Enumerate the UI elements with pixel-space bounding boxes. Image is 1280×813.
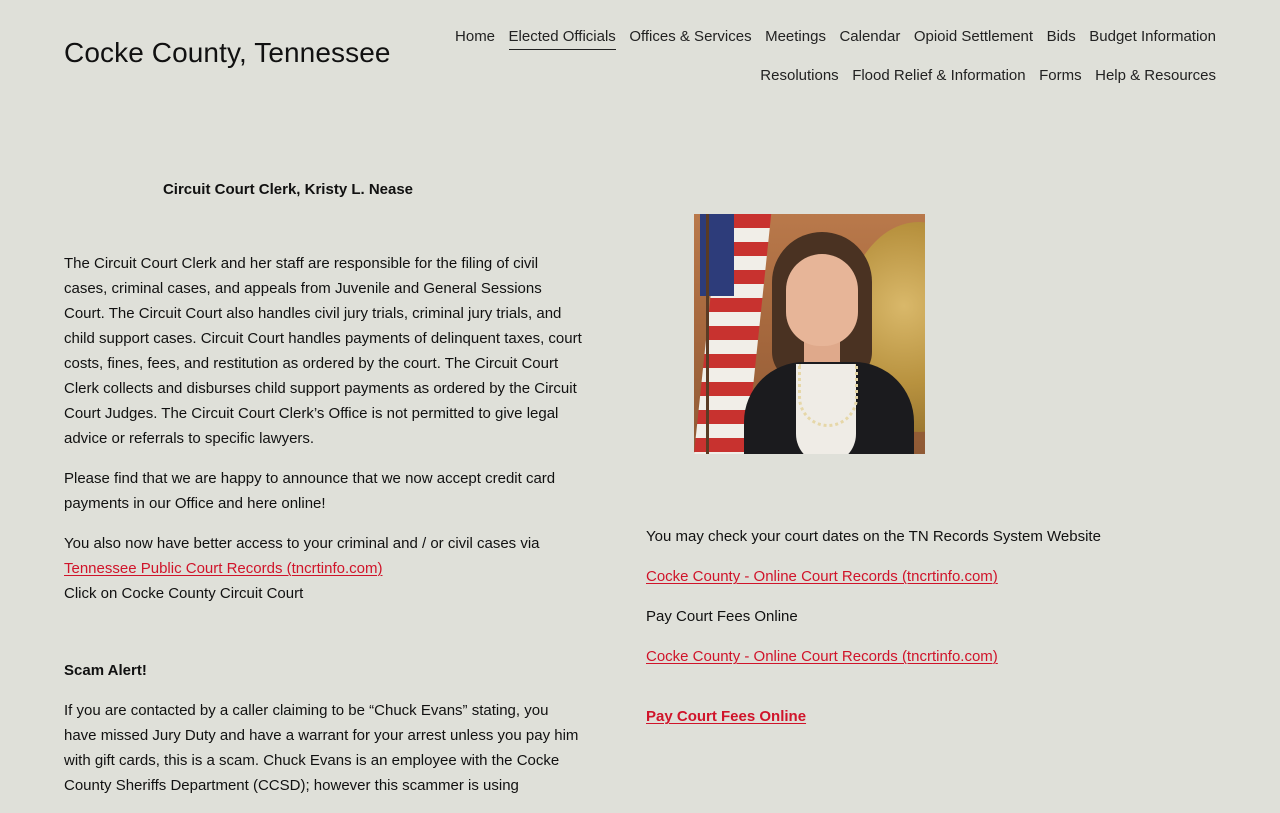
page-heading: Circuit Court Clerk, Kristy L. Nease [162,181,414,198]
nav-opioid-settlement[interactable]: Opioid Settlement [913,28,1034,45]
main-content [64,175,584,813]
sidebar-content [646,214,1216,744]
pay-fees-text: Pay Court Fees Online [646,608,798,625]
nav-calendar[interactable]: Calendar [839,28,901,45]
pay-fees-records-link[interactable]: Cocke County - Online Court Records (tncrtinfo.com) [646,648,998,665]
intro-paragraph: The Circuit Court Clerk and her staff are responsible for the filing of civil cases, criminal cases, and appeals from Juvenile and General Sessions Court. The Circuit Court also handles civil jury trials, criminal jury trials, and child support cases. Circuit Court handles payments of delinquent taxes, court costs, fines, fees, and restitution as ordered by the court. The Circuit Court Clerk collects and disburses child support payments as ordered by the Circuit Court Judges. The Circuit Court Clerk’s Office is not permitted to give legal advice or referrals to specific lawyers. [64,255,582,447]
nav-flood-relief[interactable]: Flood Relief & Information [852,67,1026,84]
court-dates-text: You may check your court dates on the TN Records System Website [646,528,1101,545]
public-court-records-link[interactable]: Tennessee Public Court Records (tncrtinfo.com) [64,560,383,577]
online-access-instruction: Click on Cocke County Circuit Court [64,585,304,602]
nav-resolutions[interactable]: Resolutions [760,67,839,84]
nav-elected-officials[interactable]: Elected Officials [509,27,616,50]
court-dates-link-paragraph [646,564,1216,589]
court-dates-link[interactable]: Cocke County - Online Court Records (tncrtinfo.com) [646,568,998,585]
nav-meetings[interactable]: Meetings [765,28,826,45]
online-access-paragraph [64,531,584,606]
site-title[interactable]: Cocke County, Tennessee [64,37,391,68]
clerk-portrait-photo [694,214,925,454]
nav-forms[interactable]: Forms [1039,67,1082,84]
scam-alert-paragraph: If you are contacted by a caller claiming to be “Chuck Evans” stating, you have missed Jury Duty and have a warrant for your arrest unless you pay him with gift cards, this is a scam. Chuck Evans is an employee with the Cocke County Sheriffs Department (CCSD); however this scammer is using [64,702,579,794]
nav-bids[interactable]: Bids [1046,28,1076,45]
pay-court-fees-online-link[interactable]: Pay Court Fees Online [646,708,807,725]
flag-pole-shape [706,214,709,454]
credit-card-paragraph: Please find that we are happy to announce that we now accept credit card payments in our Office and here online! [64,470,556,512]
pay-fees-strong-paragraph [646,704,1216,729]
pay-fees-link-paragraph [646,644,1216,669]
portrait-necklace-shape [798,364,858,427]
site-header [0,0,1280,110]
portrait-face-shape [786,254,858,346]
nav-offices-services[interactable]: Offices & Services [629,28,752,45]
nav-budget-information[interactable]: Budget Information [1089,28,1216,45]
online-access-text: You also now have better access to your criminal and / or civil cases via [64,535,540,552]
nav-home[interactable]: Home [455,28,496,45]
nav-help-resources[interactable]: Help & Resources [1095,67,1216,84]
main-navigation [386,27,1216,88]
scam-alert-title: Scam Alert! [64,662,147,679]
